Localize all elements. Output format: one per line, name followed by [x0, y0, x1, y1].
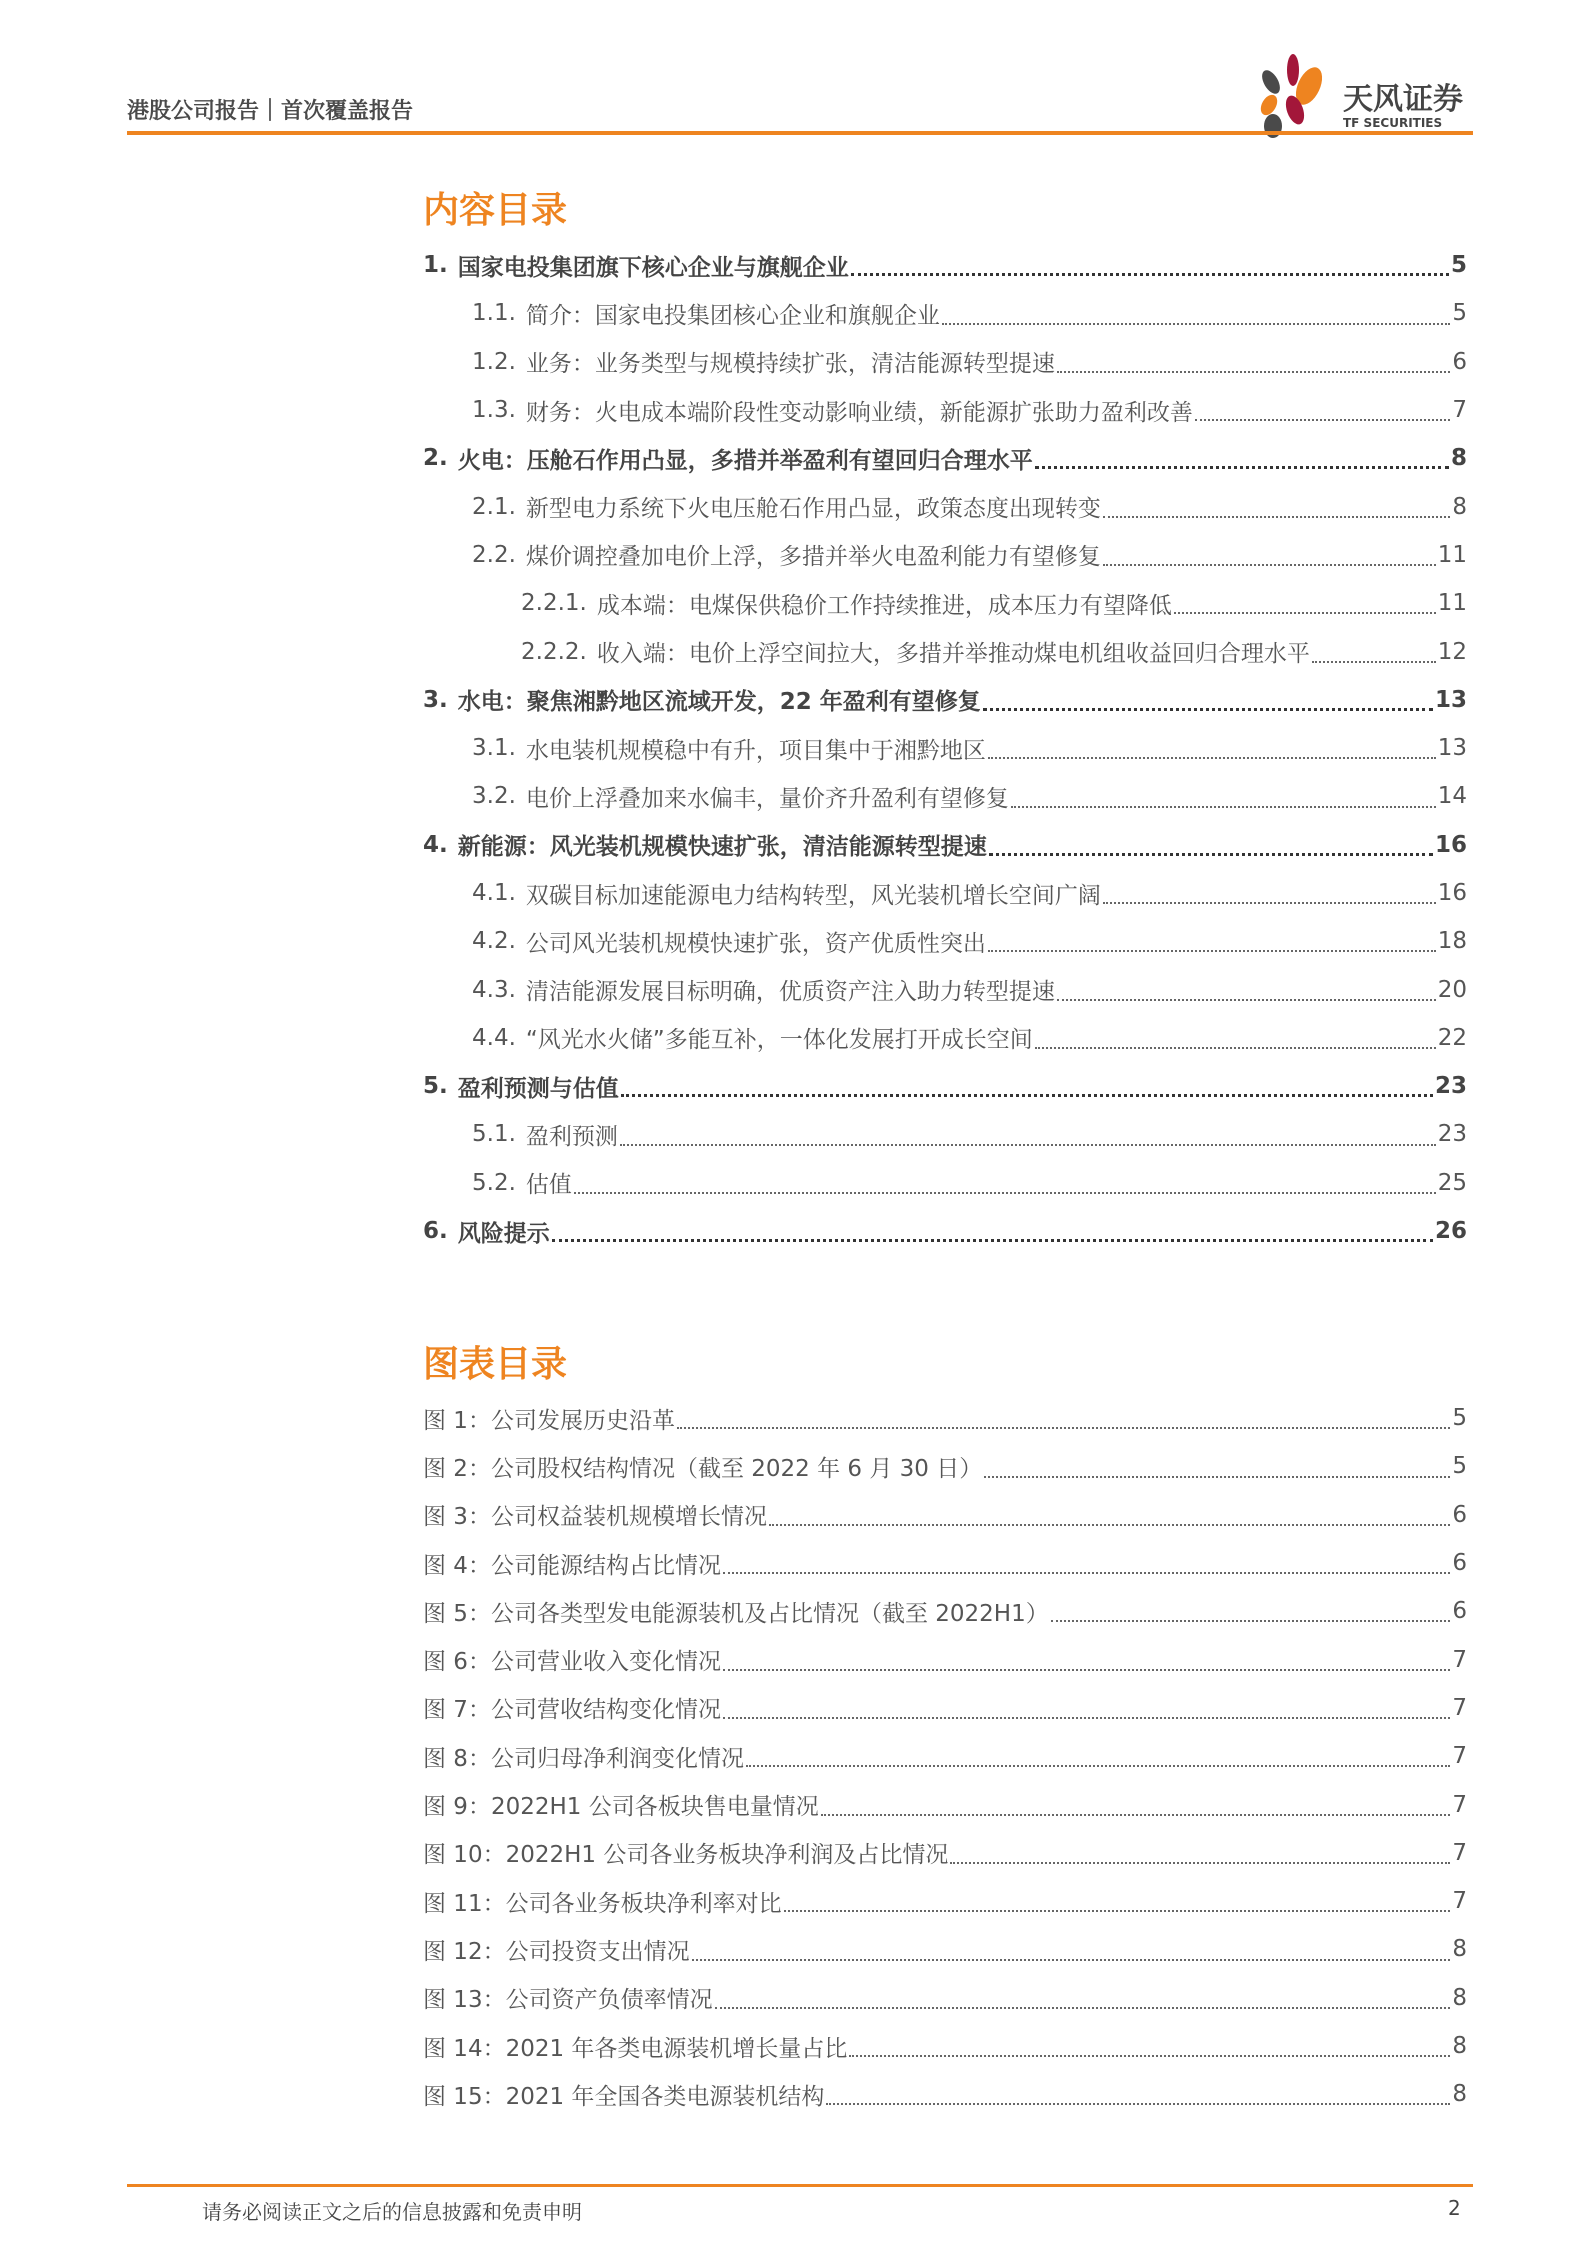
toc-entry-page: 7 [1452, 397, 1467, 424]
dot-leader [1011, 806, 1436, 808]
toc-entry-number: 1.1. [472, 300, 516, 327]
dot-leader [950, 1862, 1450, 1864]
dot-leader [821, 1814, 1451, 1816]
toc-entry[interactable] [423, 821, 1467, 869]
figure-entry[interactable] [423, 1539, 1467, 1587]
figure-entry-page: 8 [1452, 2033, 1467, 2059]
toc-entry-number: 2.1. [472, 493, 516, 520]
logo-subtext: TF SECURITIES [1343, 116, 1443, 130]
toc-entry[interactable] [423, 869, 1467, 917]
toc-entry-text: 火电：压舱石作用凸显，多措并举盈利有望回归合理水平 [457, 447, 1033, 474]
dot-leader [942, 323, 1450, 325]
figure-entry[interactable] [423, 1684, 1467, 1732]
toc-entry[interactable] [423, 338, 1467, 386]
dot-leader [1051, 1620, 1451, 1622]
dot-leader [746, 1765, 1450, 1767]
dot-leader [1103, 564, 1436, 566]
page-number: 2 [1448, 2196, 1461, 2220]
figure-entry-page: 7 [1452, 1743, 1467, 1770]
footer-disclaimer: 请务必阅读正文之后的信息披露和免责申明 [202, 2200, 582, 2224]
toc-entry-number: 4.1. [472, 880, 516, 906]
figure-entry[interactable] [423, 1732, 1467, 1780]
toc-entry[interactable] [423, 1110, 1467, 1158]
figure-entry[interactable] [423, 1829, 1467, 1877]
figure-entry-text: 图 1：公司发展历史沿革 [423, 1407, 675, 1434]
figure-entry-text: 图 6：公司营业收入变化情况 [423, 1649, 721, 1676]
header-divider [127, 131, 1473, 135]
toc-entry-text: 估值 [525, 1172, 572, 1199]
dot-leader [677, 1427, 1450, 1429]
figure-entry-text: 图 9：2022H1 公司各板块售电量情况 [423, 1794, 819, 1821]
toc-entry-page: 6 [1452, 348, 1467, 375]
toc-entry-page: 5 [1452, 300, 1467, 327]
figure-entry-page: 5 [1452, 1405, 1467, 1432]
figure-entry[interactable] [423, 1925, 1467, 1973]
toc-entry-number: 3. [423, 686, 448, 713]
dot-leader [1057, 999, 1436, 1001]
dot-leader [784, 1910, 1451, 1912]
toc-entry-page: 5 [1450, 252, 1467, 279]
toc-entry-number: 1.2. [472, 348, 516, 375]
figure-entry-page: 7 [1452, 1888, 1467, 1915]
figure-entry-text: 图 14：2021 年各类电源装机增长量占比 [423, 2035, 848, 2062]
toc-entry-page: 26 [1434, 1218, 1467, 1245]
figure-entry[interactable] [423, 1394, 1467, 1442]
figure-entry-page: 8 [1452, 1936, 1467, 1963]
dot-leader [849, 2055, 1450, 2057]
toc-entry-text: 水电装机规模稳中有升，项目集中于湘黔地区 [525, 737, 986, 764]
toc-entry-number: 2.2.1. [521, 590, 587, 617]
toc-entry[interactable] [423, 1207, 1467, 1255]
toc-entry-text: “风光水火储”多能互补，一体化发展打开成长空间 [525, 1027, 1033, 1054]
toc-entry-page: 8 [1452, 493, 1467, 520]
dot-leader [988, 950, 1436, 952]
table-of-contents [423, 241, 1467, 1255]
dot-leader [723, 1669, 1450, 1671]
figure-entry-text: 图 15：2021 年全国各类电源装机结构 [423, 2083, 825, 2110]
figure-entry-text: 图 10：2022H1 公司各业务板块净利润及占比情况 [423, 1842, 949, 1869]
dot-leader [1312, 661, 1436, 663]
toc-entry-page: 8 [1450, 445, 1467, 472]
toc-entry-number: 3.1. [472, 735, 516, 762]
figure-entry[interactable] [423, 2070, 1467, 2118]
toc-entry-page: 23 [1437, 1121, 1467, 1148]
toc-entry-page: 20 [1437, 976, 1467, 1003]
toc-entry-number: 3.2. [472, 783, 516, 810]
toc-entry-text: 新能源：风光装机规模快速扩张，清洁能源转型提速 [457, 834, 987, 861]
toc-entry-text: 盈利预测与估值 [457, 1075, 619, 1102]
figure-entry-page: 6 [1452, 1598, 1467, 1625]
toc-entry-text: 盈利预测 [525, 1123, 618, 1150]
footer-divider [127, 2184, 1473, 2187]
figure-entry-text: 图 2：公司股权结构情况（截至 2022 年 6 月 30 日） [423, 1455, 983, 1482]
toc-entry-text: 清洁能源发展目标明确，优质资产注入助力转型提速 [525, 979, 1055, 1006]
toc-entry-number: 2.2.2. [521, 638, 587, 665]
toc-entry-page: 16 [1437, 880, 1467, 906]
toc-entry-number: 5.1. [472, 1121, 516, 1148]
flower-logo-icon [1255, 50, 1335, 140]
toc-entry-text: 煤价调控叠加电价上浮，多措并举火电盈利能力有望修复 [525, 544, 1101, 571]
toc-entry-page: 12 [1437, 638, 1467, 665]
figure-entry-page: 7 [1452, 1839, 1467, 1866]
figure-entry-page: 5 [1452, 1453, 1467, 1480]
toc-entry-page: 13 [1437, 735, 1467, 762]
figure-entry-text: 图 11：公司各业务板块净利率对比 [423, 1890, 782, 1917]
toc-entry-page: 16 [1434, 831, 1467, 858]
dot-leader [983, 708, 1433, 711]
dot-leader [989, 853, 1433, 856]
toc-entry-page: 14 [1437, 783, 1467, 810]
toc-entry-text: 风险提示 [457, 1220, 550, 1247]
toc-entry[interactable] [423, 579, 1467, 627]
toc-entry-number: 4.2. [472, 928, 516, 955]
toc-entry-page: 11 [1437, 590, 1467, 617]
toc-entry[interactable] [423, 772, 1467, 820]
dot-leader [984, 1476, 1450, 1478]
toc-entry[interactable] [423, 724, 1467, 772]
figure-entry-text: 图 8：公司归母净利润变化情况 [423, 1745, 744, 1772]
toc-entry-text: 双碳目标加速能源电力结构转型，风光装机增长空间广阔 [525, 882, 1101, 909]
toc-entry-page: 13 [1434, 686, 1467, 713]
dot-leader [723, 1572, 1450, 1574]
toc-entry-text: 业务：业务类型与规模持续扩张，清洁能源转型提速 [525, 351, 1055, 378]
toc-entry[interactable] [423, 1014, 1467, 1062]
report-type-header: 港股公司报告｜首次覆盖报告 [127, 99, 414, 124]
toc-entry[interactable] [423, 627, 1467, 675]
toc-entry-text: 公司风光装机规模快速扩张，资产优质性突出 [525, 930, 986, 957]
figure-entry[interactable] [423, 1635, 1467, 1683]
figure-entry-page: 6 [1452, 1501, 1467, 1528]
figure-entry-page: 8 [1452, 2081, 1467, 2108]
figure-entry-text: 图 12：公司投资支出情况 [423, 1938, 690, 1965]
toc-entry-number: 4.4. [472, 1024, 516, 1051]
dot-leader [715, 2007, 1451, 2009]
toc-entry-number: 5.2. [472, 1169, 516, 1196]
figure-entry-text: 图 4：公司能源结构占比情况 [423, 1552, 721, 1579]
dot-leader [769, 1524, 1450, 1526]
toc-entry[interactable] [423, 482, 1467, 530]
figure-entry-page: 7 [1452, 1791, 1467, 1818]
toc-entry[interactable] [423, 531, 1467, 579]
figure-entry-text: 图 7：公司营收结构变化情况 [423, 1697, 721, 1724]
toc-entry-text: 成本端：电煤保供稳价工作持续推进，成本压力有望降低 [596, 592, 1172, 619]
figure-entry-text: 图 3：公司权益装机规模增长情况 [423, 1504, 767, 1531]
figure-entry-text: 图 13：公司资产负债率情况 [423, 1987, 713, 2014]
toc-entry[interactable] [423, 917, 1467, 965]
toc-entry-page: 25 [1437, 1169, 1467, 1196]
toc-entry-page: 11 [1437, 541, 1467, 568]
toc-entry-text: 简介：国家电投集团核心企业和旗舰企业 [525, 302, 940, 329]
toc-entry[interactable] [423, 241, 1467, 289]
tf-securities-logo [1255, 50, 1475, 140]
toc-entry-text: 新型电力系统下火电压舱石作用凸显，政策态度出现转变 [525, 496, 1101, 523]
dot-leader [1103, 902, 1436, 904]
toc-entry[interactable] [423, 676, 1467, 724]
toc-entry-number: 1. [423, 252, 448, 279]
toc-entry-text: 水电：聚焦湘黔地区流域开发，22 年盈利有望修复 [457, 689, 981, 716]
toc-entry-text: 财务：火电成本端阶段性变动影响业绩，新能源扩张助力盈利改善 [525, 399, 1193, 426]
figure-entry-text: 图 5：公司各类型发电能源装机及占比情况（截至 2022H1） [423, 1600, 1049, 1627]
dot-leader [1174, 612, 1436, 614]
toc-entry[interactable] [423, 965, 1467, 1013]
logo-text: 天风证券 [1343, 82, 1463, 117]
figure-entry[interactable] [423, 1491, 1467, 1539]
dot-leader [1035, 1047, 1436, 1049]
dot-leader [723, 1717, 1450, 1719]
toc-entry-page: 22 [1437, 1024, 1467, 1051]
figure-entry[interactable] [423, 1442, 1467, 1490]
figure-entry-page: 7 [1452, 1646, 1467, 1673]
dot-leader [1103, 516, 1450, 518]
figure-entry-page: 7 [1452, 1694, 1467, 1721]
toc-entry-page: 18 [1437, 928, 1467, 955]
toc-entry-number: 2. [423, 445, 448, 472]
toc-entry-number: 2.2. [472, 541, 516, 568]
toc-entry-number: 4.3. [472, 976, 516, 1003]
toc-entry[interactable] [423, 434, 1467, 482]
dot-leader [692, 1959, 1451, 1961]
dot-leader [1057, 371, 1450, 373]
dot-leader [988, 757, 1436, 759]
toc-entry[interactable] [423, 1159, 1467, 1207]
dot-leader [851, 273, 1449, 276]
dot-leader [621, 1094, 1433, 1097]
toc-entry-number: 4. [423, 831, 448, 858]
figure-entry[interactable] [423, 1780, 1467, 1828]
toc-entry-page: 23 [1434, 1073, 1467, 1100]
dot-leader [620, 1144, 1436, 1146]
figure-entry[interactable] [423, 1974, 1467, 2022]
figures-list [423, 1394, 1467, 2118]
figure-entry[interactable] [423, 2022, 1467, 2070]
figure-entry[interactable] [423, 1587, 1467, 1635]
figure-entry-page: 6 [1452, 1550, 1467, 1577]
dot-leader [826, 2103, 1450, 2105]
toc-entry[interactable] [423, 289, 1467, 337]
figure-entry[interactable] [423, 1877, 1467, 1925]
toc-title: 内容目录 [423, 190, 568, 231]
figure-entry-page: 8 [1452, 1984, 1467, 2011]
toc-entry-text: 电价上浮叠加来水偏丰，量价齐升盈利有望修复 [525, 785, 1009, 812]
toc-entry-number: 1.3. [472, 397, 516, 424]
figures-title: 图表目录 [423, 1344, 568, 1385]
dot-leader [1035, 466, 1449, 469]
dot-leader [574, 1192, 1436, 1194]
toc-entry-number: 5. [423, 1073, 448, 1100]
toc-entry-number: 6. [423, 1218, 448, 1245]
toc-entry[interactable] [423, 1062, 1467, 1110]
toc-entry[interactable] [423, 386, 1467, 434]
toc-entry-text: 国家电投集团旗下核心企业与旗舰企业 [457, 254, 849, 281]
dot-leader [552, 1239, 1433, 1242]
toc-entry-text: 收入端：电价上浮空间拉大，多措并举推动煤电机组收益回归合理水平 [596, 641, 1310, 668]
dot-leader [1195, 419, 1450, 421]
